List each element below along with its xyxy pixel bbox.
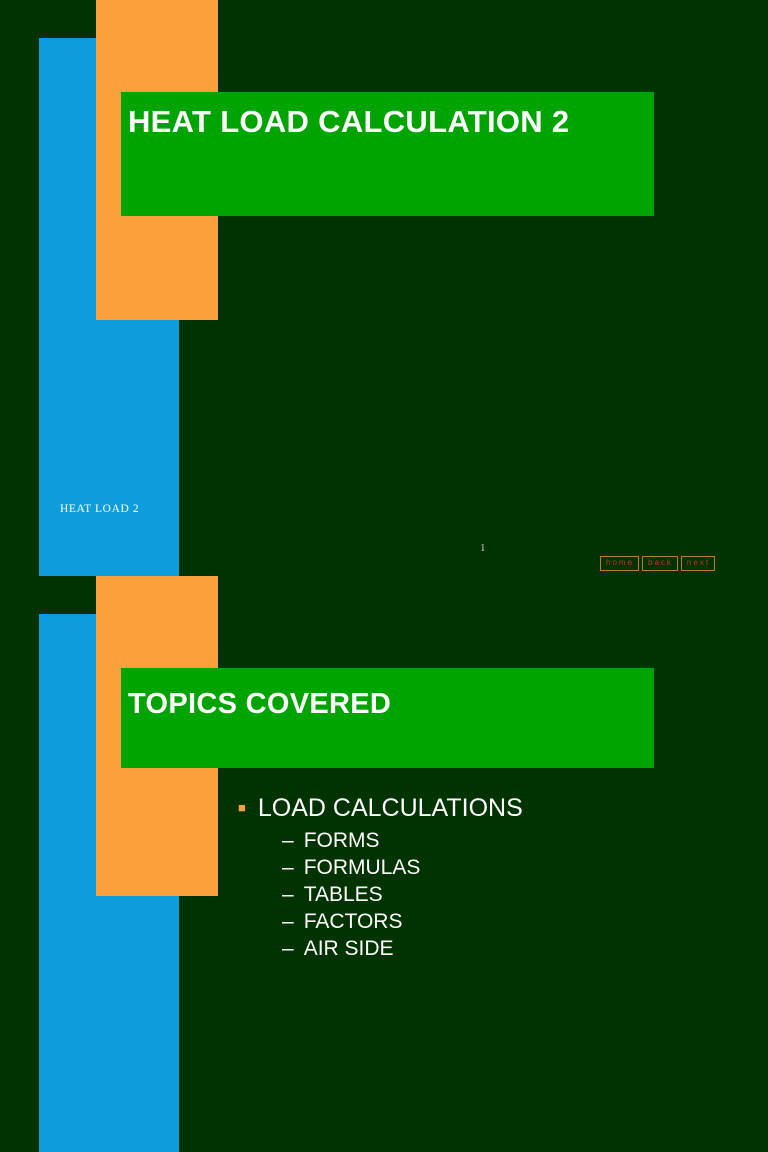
nav-home-button[interactable]: home — [600, 556, 639, 571]
dash-bullet-icon: – — [282, 883, 294, 906]
slide-title: TOPICS COVERED — [128, 688, 392, 720]
dash-bullet-icon: – — [282, 829, 294, 852]
nav-back-button[interactable]: back — [642, 556, 678, 571]
slide-navigation — [600, 556, 715, 571]
bullet-text: FACTORS — [303, 910, 403, 933]
dash-bullet-icon: – — [282, 856, 294, 879]
list-item — [282, 910, 738, 934]
nav-next-button[interactable]: next — [681, 556, 715, 571]
slide-title: HEAT LOAD CALCULATION 2 — [128, 104, 570, 139]
bullet-text: TABLES — [303, 883, 383, 906]
bullet-text: FORMULAS — [303, 856, 421, 879]
slide-2 — [0, 576, 768, 1152]
dash-bullet-icon: – — [282, 937, 294, 960]
list-item — [282, 829, 738, 853]
list-item — [282, 883, 738, 907]
list-item — [282, 937, 738, 961]
list-item — [282, 856, 738, 880]
bullet-text: FORMS — [303, 829, 380, 852]
list-item — [238, 794, 738, 823]
bullet-text: LOAD CALCULATIONS — [257, 794, 523, 822]
bullet-text: AIR SIDE — [303, 937, 394, 960]
footer-label: HEAT LOAD 2 — [60, 503, 140, 515]
slide-number: 1 — [480, 542, 486, 554]
bullet-list — [238, 794, 738, 964]
dash-bullet-icon: – — [282, 910, 294, 933]
square-bullet-icon: ■ — [238, 800, 246, 815]
